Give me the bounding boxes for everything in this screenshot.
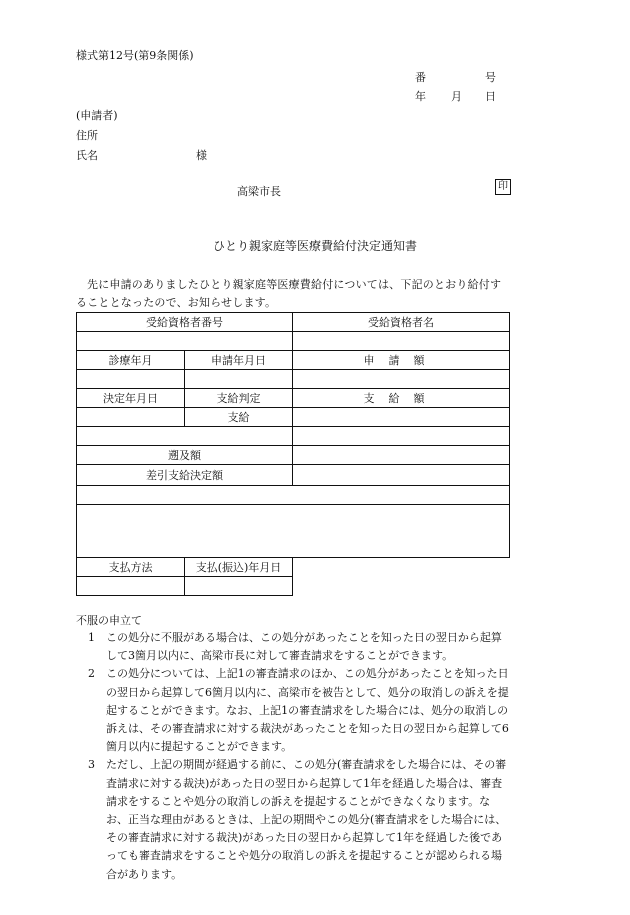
seal-stamp: 印 [495, 179, 511, 195]
item-number: 2 [88, 667, 95, 681]
blank-row [77, 486, 510, 505]
retroactive-amount-header: 遡及額 [77, 446, 293, 465]
treatment-month-cell [77, 370, 185, 389]
recipient-number-cell [77, 332, 293, 351]
application-date-cell [185, 370, 293, 389]
payment-amount-header [293, 389, 510, 408]
payment-method-cell [77, 577, 185, 596]
blank-cell [293, 427, 510, 446]
number-suffix: 号 [485, 71, 496, 84]
objection-item [88, 756, 510, 883]
payment-date-header: 支払(振込)年月日 [185, 558, 293, 577]
address-label: 住所 [76, 129, 98, 142]
document-title: ひとり親家庭等医療費給付決定通知書 [212, 239, 417, 253]
payment-judgment-cell: 支給 [185, 408, 293, 427]
empty-space [293, 577, 510, 596]
decision-date-cell [77, 408, 185, 427]
objection-item [88, 629, 510, 665]
number-label: 番 [415, 71, 426, 84]
payment-amount-label: 支給額 [363, 392, 439, 405]
net-payment-cell [293, 465, 510, 486]
applied-amount-header [293, 351, 510, 370]
applicant-label: (申請者) [76, 109, 118, 122]
recipient-number-header: 受給資格者番号 [77, 313, 293, 332]
document-body: 先に申請のありましたひとり親家庭等医療費給付については、下記のとおり給付することとなったので、お知らせします。 [76, 278, 502, 309]
objection-item [88, 665, 510, 756]
objection-heading: 不服の申立て [76, 614, 142, 627]
net-payment-header: 差引支給決定額 [77, 465, 293, 486]
issuer-title: 高梁市長 [237, 185, 281, 198]
year-label: 年 [415, 90, 426, 103]
form-number: 様式第12号(第9条関係) [76, 49, 194, 62]
objection-list [76, 629, 510, 884]
honorific: 様 [196, 149, 207, 162]
payment-amount-cell [293, 408, 510, 427]
item-text: この処分に不服がある場合は、この処分があったことを知った日の翌日から起算して3箇月以内に、高梁市長に対して審査請求をすることができます。 [106, 631, 502, 663]
benefit-table [76, 312, 510, 596]
recipient-name-header: 受給資格者名 [293, 313, 510, 332]
retroactive-amount-cell [293, 446, 510, 465]
name-label: 氏名 [76, 149, 98, 162]
month-label: 月 [451, 90, 462, 103]
payment-date-cell [185, 577, 293, 596]
payment-judgment-header: 支給判定 [185, 389, 293, 408]
blank-cell [77, 427, 293, 446]
recipient-name-cell [293, 332, 510, 351]
applied-amount-cell [293, 370, 510, 389]
payment-method-header: 支払方法 [77, 558, 185, 577]
remarks-area [77, 505, 510, 558]
item-text: ただし、上記の期間が経過する前に、この処分(審査請求をした場合には、その審査請求に対する裁決)があった日の翌日から起算して1年を経過した場合は、審査請求をすることや処分の取消しの訴えを提起することができなくなります。なお、正当な理由があるときは、上記の期間やこの処分(審査請求をした場合には、その審査請求に対する裁決)があった日の翌日から起算して1年を経過した後であっても審査請求をすることや処分の取消しの訴えを提起することが認められる場合があります。 [106, 758, 507, 881]
application-date-header: 申請年月日 [185, 351, 293, 370]
treatment-month-header: 診療年月 [77, 351, 185, 370]
decision-date-header: 決定年月日 [77, 389, 185, 408]
item-text: この処分については、上記1の審査請求のほか、この処分があったことを知った日の翌日から起算して6箇月以内に、高梁市を被告として、処分の取消しの訴えを提起することができます。なお、上記1の審査請求をした場合には、処分の取消しの訴えは、その審査請求に対する裁決があったことを知った日の翌日から起算して6箇月以内に提起することができます。 [106, 667, 509, 754]
day-label: 日 [485, 90, 496, 103]
item-number: 3 [88, 758, 95, 772]
empty-space [293, 558, 510, 577]
applied-amount-label: 申請額 [363, 354, 439, 367]
item-number: 1 [88, 631, 95, 644]
